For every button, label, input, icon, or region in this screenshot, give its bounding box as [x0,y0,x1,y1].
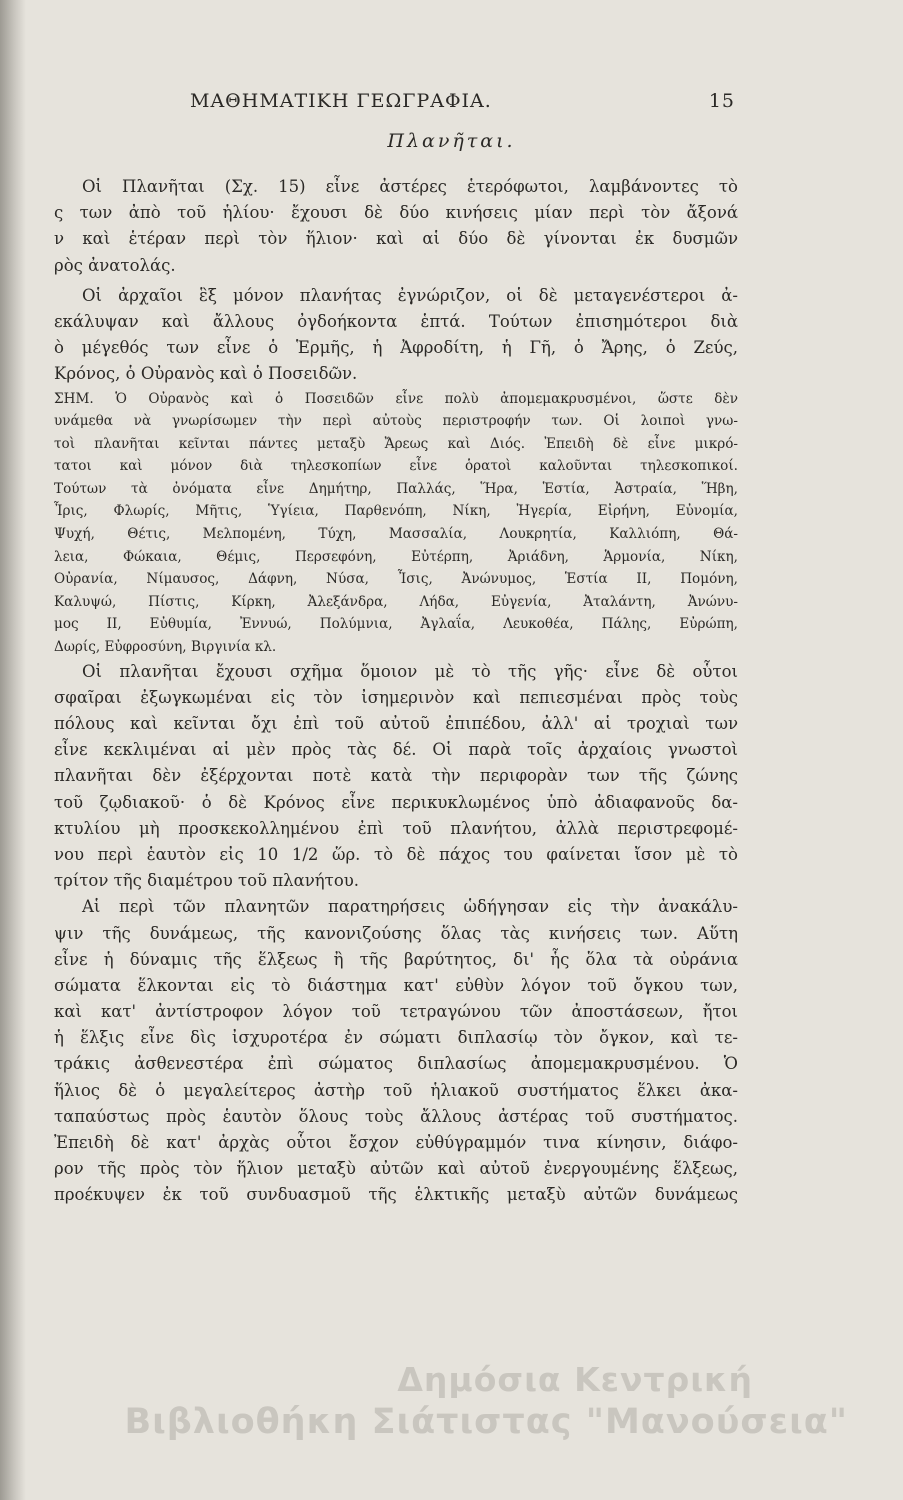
paragraph-gravitation [54,894,738,1208]
text-line: τοῦ ζῳδιακοῦ· ὁ δὲ Κρόνος εἶνε περικυκλωμένος ὑπὸ ἀδιαφανοῦς δα- [54,792,738,812]
paragraph-planet-shape [54,659,738,895]
note-line: Ἶρις, Φλωρίς, Μῆτις, Ὑγίεια, Παρθενόπη, Νίκη, Ἠγερία, Εἰρήνη, Εὐνομία, [54,503,738,520]
note-line: λεια, Φώκαια, Θέμις, Περσεφόνη, Εὐτέρπη, Ἀριάδνη, Ἁρμονία, Νίκη, [54,548,738,565]
text-line: τρίτον τῆς διαμέτρου τοῦ πλανήτου. [54,871,360,891]
text-line: προέκυψεν ἐκ τοῦ συνδυασμοῦ τῆς ἑλκτικῆς μεταξὺ αὐτῶν δυνάμεως [54,1185,738,1205]
text-line: Αἱ περὶ τῶν πλανητῶν παρατηρήσεις ὡδήγησαν εἰς τὴν ἀνακάλυ- [82,897,738,917]
section-title: Πλανῆται. [387,130,516,152]
text-line: ν καὶ ἑτέραν περὶ τὸν ἥλιον· καὶ αἱ δύο δὲ γίνονται ἐκ δυσμῶν [54,229,738,249]
text-line: ὸ μέγεθός των εἶνε ὁ Ἑρμῆς, ἡ Ἀφροδίτη, ἡ Γῆ, ὁ Ἄρης, ὁ Ζεύς, [54,338,738,358]
note-line: Οὐρανία, Νίμαυσος, Δάφνη, Νύσα, Ἶσις, Ἀνώνυμος, Ἑστία ΙΙ, Πομόνη, [54,571,738,588]
running-head-title: ΜΑΘΗΜΑΤΙΚΗ ΓΕΩΓΡΑΦΙΑ. [190,90,492,112]
text-line: τράκις ἀσθενεστέρα ἐπὶ σώματος διπλασίως ἀπομεμακρυσμένου. Ὁ [54,1054,738,1074]
paragraph-planets-definition [54,174,738,279]
note-line: υνάμεθα νὰ γνωρίσωμεν τὴν περὶ αὐτοὺς περιστροφήν των. Οἱ λοιποὶ γνω- [54,413,738,430]
text-line: πλανῆται δὲν ἐξέρχονται ποτὲ κατὰ τὴν περιφορὰν των τῆς ζώνης [54,766,738,786]
note-telescopic-planets [54,388,738,659]
text-line: ἥλιος δὲ ὁ μεγαλείτερος ἀστὴρ τοῦ ἡλιακοῦ συστήματος ἕλκει ἀκα- [54,1080,738,1100]
text-line: σώματα ἕλκονται εἰς τὸ διάστημα κατ' εὐθὺν λόγον τοῦ ὄγκου των, [54,975,738,995]
note-line: Ψυχή, Θέτις, Μελπομένη, Τύχη, Μασσαλία, Λουκρητία, Καλλιόπη, Θά- [54,526,738,543]
text-line: πόλους καὶ κεῖνται ὄχι ἐπὶ τοῦ αὐτοῦ ἐπιπέδου, ἀλλ' αἱ τροχιαὶ των [54,714,738,733]
text-line: εἶνε κεκλιμέναι αἱ μὲν πρὸς τὰς δέ. Οἱ παρὰ τοῖς ἀρχαίοις γνωστοὶ [54,740,738,760]
text-line: σφαῖραι ἐξωγκωμέναι εἰς τὸν ἰσημερινὸν καὶ πεπιεσμέναι πρὸς τοὺς [54,687,738,707]
body-text [54,174,738,1209]
text-line: εκάλυψαν καὶ ἄλλους ὀγδοήκοντα ἑπτά. Τούτων ἐπισημότεροι διὰ [54,311,738,331]
note-line: τοὶ πλανῆται κεῖνται πάντες μεταξὺ Ἄρεως καὶ Διός. Ἐπειδὴ δὲ εἶνε μικρό- [54,435,738,452]
text-line: ψιν τῆς δυνάμεως, τῆς κανονιζούσης ὅλας τὰς κινήσεις των. Αὕτη [54,923,738,943]
text-line: Οἱ Πλανῆται (Σχ. 15) εἶνε ἀστέρες ἑτερόφωτοι, λαμβάνοντες τὸ [82,177,738,196]
note-line: μος ΙΙ, Εὐθυμία, Ἐννυώ, Πολύμνια, Ἀγλαΐα, Λευκοθέα, Πάλης, Εὐρώπη, [54,616,738,633]
text-line: κτυλίου μὴ προσκεκολλημένου ἐπὶ τοῦ πλανήτου, ἀλλὰ περιστρεφομέ- [54,818,738,838]
text-line: νου περὶ ἑαυτὸν εἰς 10 1/2 ὥρ. τὸ δὲ πάχος του φαίνεται ἴσον μὲ τὸ [54,844,738,864]
text-line: καὶ κατ' ἀντίστροφον λόγον τοῦ τετραγώνου τῶν ἀποστάσεων, ἤτοι [54,1002,738,1022]
library-watermark-line-1: Δημόσια Κεντρική [397,1360,753,1399]
book-gutter-shadow [0,0,26,1500]
text-line: Ἐπειδὴ δὲ κατ' ἀρχὰς οὗτοι ἔσχον εὐθύγραμμόν τινα κίνησιν, διάφο- [54,1133,738,1152]
library-watermark-line-2: Βιβλιοθήκη Σιάτιστας "Μανούσεια" [124,1402,848,1442]
text-line: Οἱ ἀρχαῖοι ἓξ μόνον πλανήτας ἐγνώριζον, οἱ δὲ μεταγενέστεροι ἀ- [82,285,738,305]
text-line: ρὸς ἀνατολάς. [54,255,176,275]
note-line: ΣΗΜ. Ὁ Οὐρανὸς καὶ ὁ Ποσειδῶν εἶνε πολὺ ἀπομεμακρυσμένοι, ὥστε δὲν [54,390,738,407]
text-line: Οἱ πλανῆται ἔχουσι σχῆμα ὅμοιον μὲ τὸ τῆς γῆς· εἶνε δὲ οὗτοι [82,661,738,681]
paragraph-known-planets [54,283,738,388]
text-line: ἡ ἕλξις εἶνε δὶς ἰσχυροτέρα ἐν σώματι διπλασίῳ τὸν ὄγκον, καὶ τε- [54,1028,738,1048]
note-line: Τούτων τὰ ὀνόματα εἶνε Δημήτηρ, Παλλάς, Ἥρα, Ἑστία, Ἀστραία, Ἥβη, [54,480,738,497]
text-line: ρον τῆς πρὸς τὸν ἥλιον μεταξὺ αὐτῶν καὶ αὐτοῦ ἐνεργουμένης ἕλξεως, [54,1159,738,1179]
text-line: Κρόνος, ὁ Οὐρανὸς καὶ ὁ Ποσειδῶν. [54,364,358,384]
page-number: 15 [708,90,735,112]
note-line: τατοι καὶ μόνον διὰ τηλεσκοπίων εἶνε ὁρατοὶ καλοῦνται τηλεσκοπικοί. [54,458,738,475]
note-line: Δωρίς, Εὐφροσύνη, Βιργινία κλ. [54,639,277,656]
note-line: Καλυψώ, Πίστις, Κίρκη, Ἀλεξάνδρα, Λήδα, Εὐγενία, Ἀταλάντη, Ἀνώνυ- [54,593,738,610]
text-line: ς των ἀπὸ τοῦ ἡλίου· ἔχουσι δὲ δύο κινήσεις μίαν περὶ τὸν ἄξονά [54,203,738,223]
text-line: εἶνε ἡ δύναμις τῆς ἕλξεως ἢ τῆς βαρύτητος, δι' ἧς ὅλα τὰ οὐράνια [54,949,738,969]
text-line: ταπαύστως πρὸς ἑαυτὸν ὅλους τοὺς ἄλλους ἀστέρας τοῦ συστήματος. [54,1106,738,1126]
